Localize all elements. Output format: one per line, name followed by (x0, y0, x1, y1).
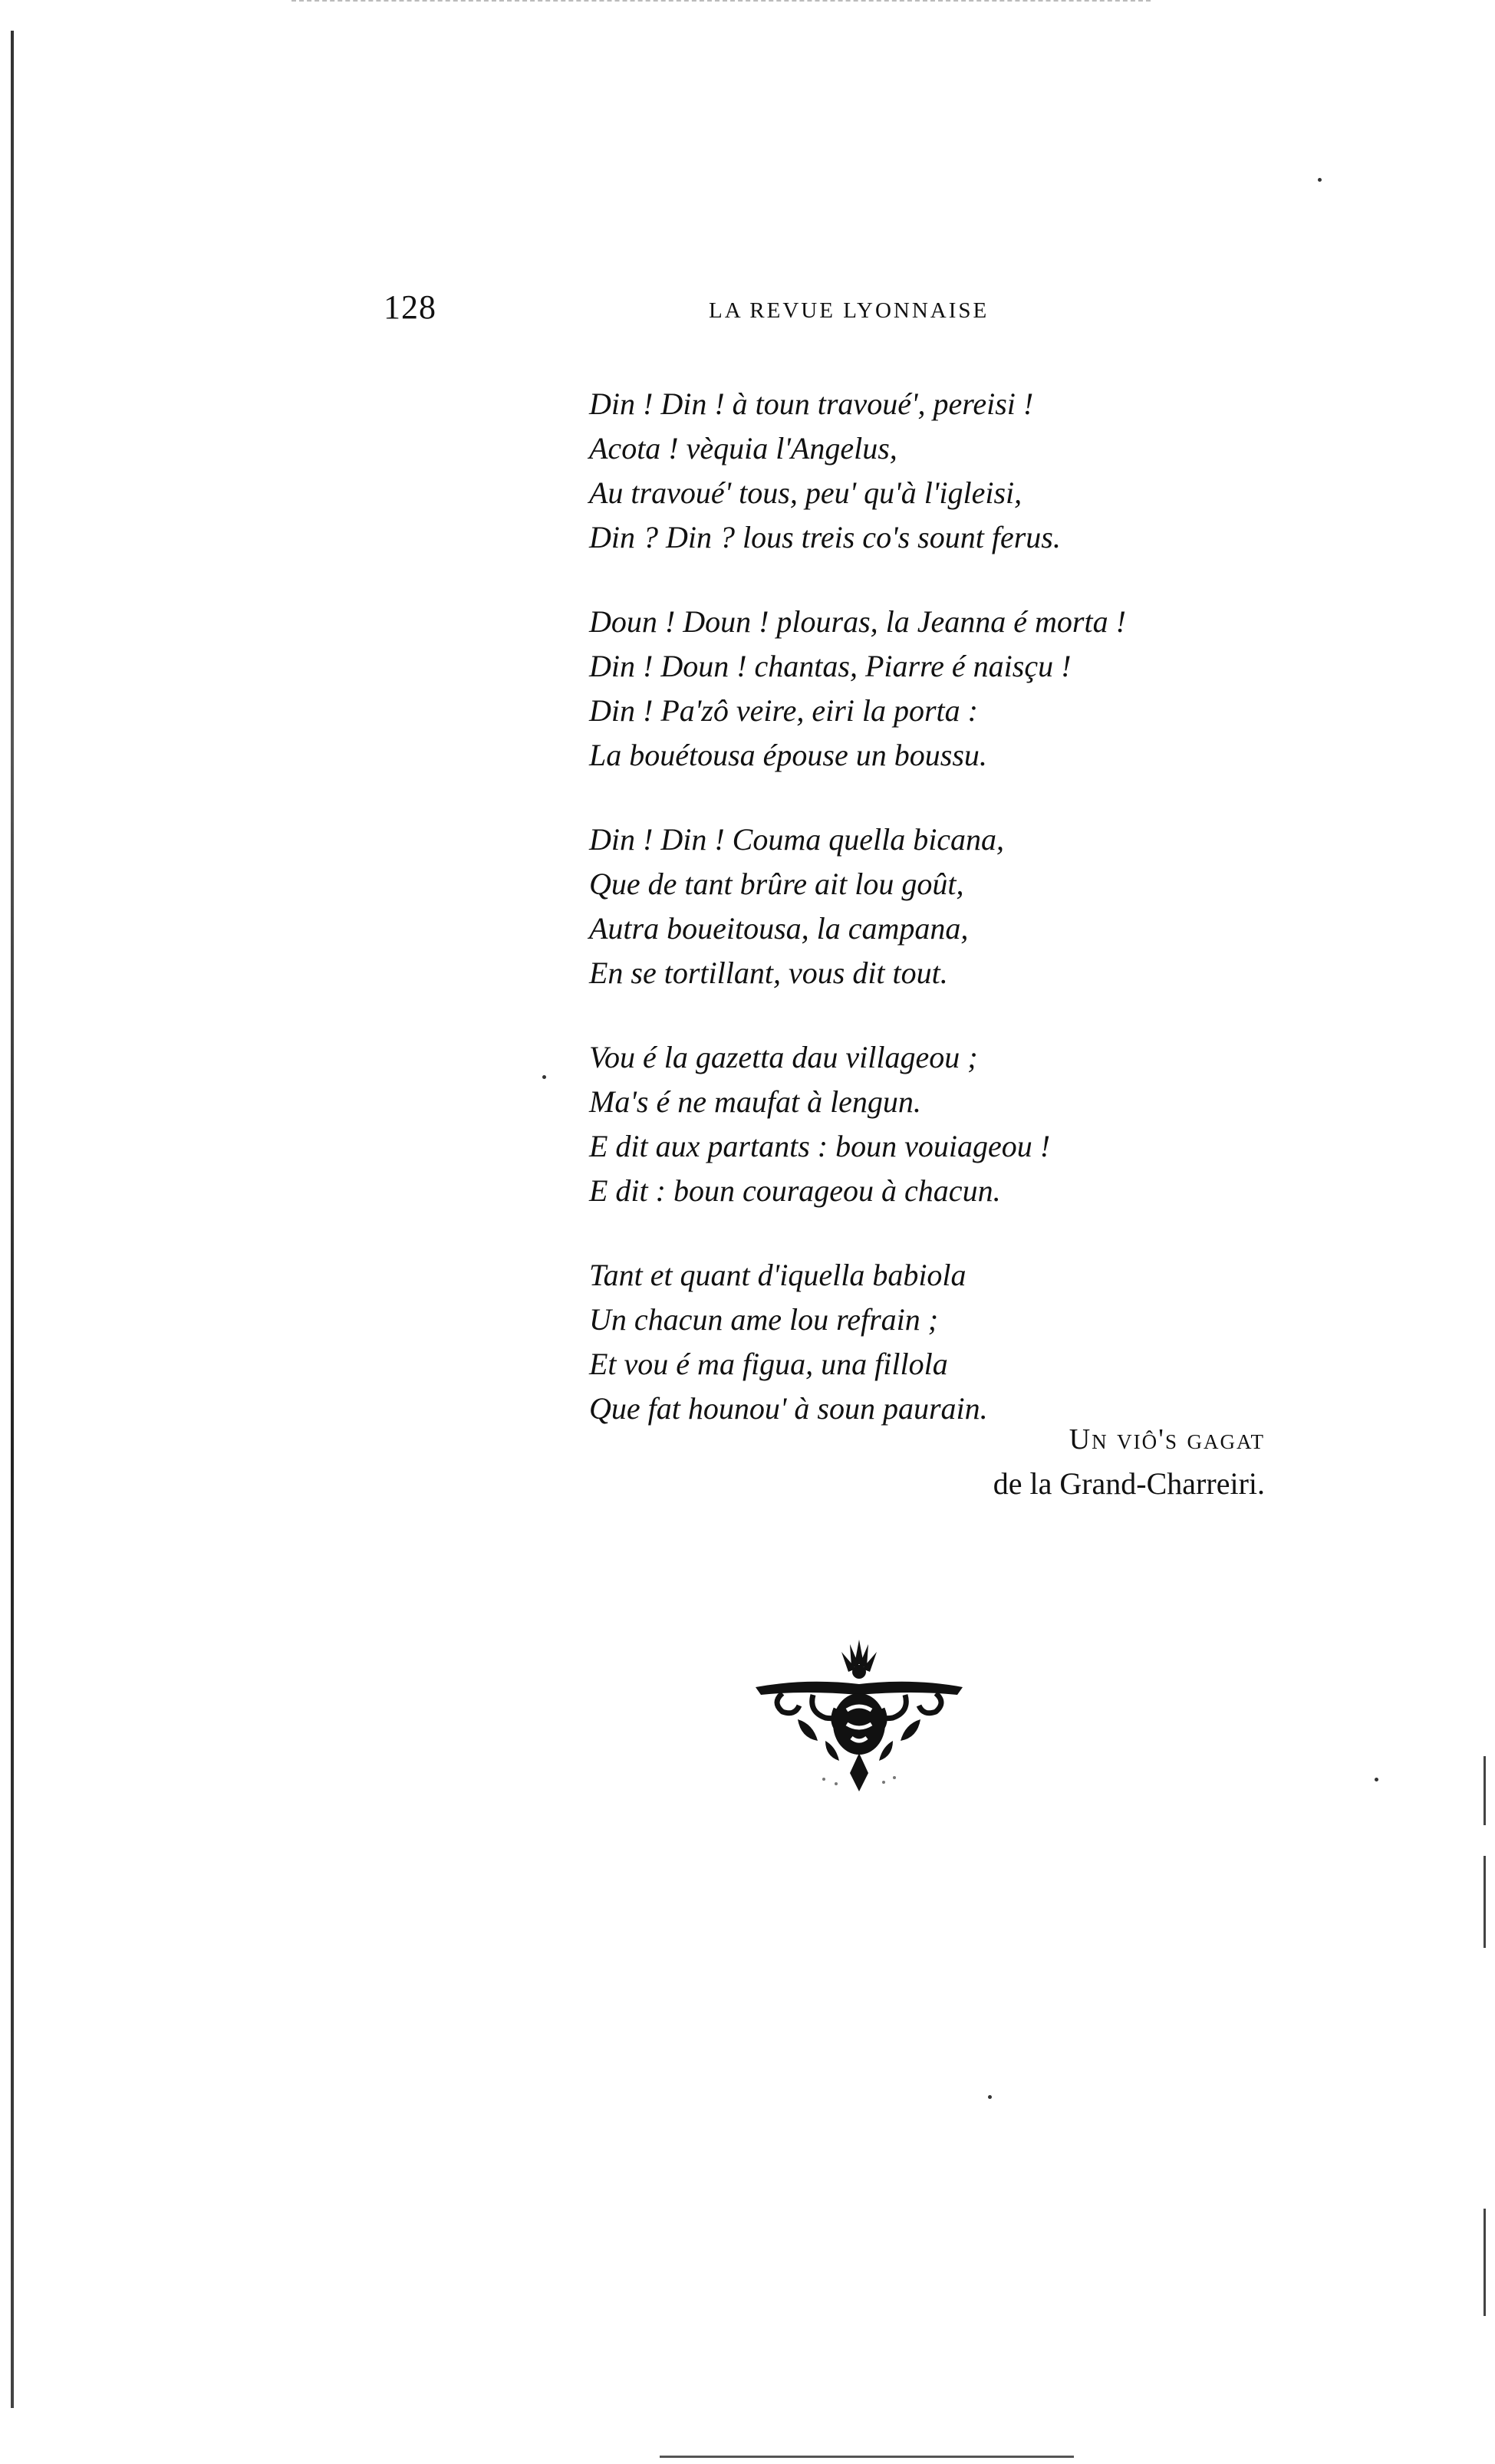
stanza (589, 382, 1218, 560)
stanza (589, 1253, 1218, 1431)
margin-rule (1483, 2209, 1486, 2316)
poem-line: Autra boueitousa, la campana, (589, 911, 969, 946)
poem-line: Que de tant brûre ait lou goût, (589, 867, 964, 901)
poem-line: Din ! Pa'zô veire, eiri la porta : (589, 693, 978, 728)
page-header (384, 288, 1266, 334)
poem-line: Tant et quant d'iquella babiola (589, 1258, 966, 1292)
poem-line: Din ! Din ! Couma quella bicana, (589, 822, 1005, 857)
stanza (589, 600, 1218, 778)
speck (1318, 178, 1322, 182)
poem-line: Un chacun ame lou refrain ; (589, 1302, 939, 1337)
top-scan-marks (291, 0, 1151, 6)
speck (988, 2095, 992, 2099)
poem-line: La bouétousa épouse un boussu. (589, 738, 987, 772)
poem-line: Ma's é ne maufat à lengun. (589, 1084, 921, 1119)
bottom-scan-marks (660, 2453, 1074, 2458)
author-place: de la Grand-Charreiri. (993, 1466, 1265, 1501)
running-title: LA REVUE LYONNAISE (709, 298, 990, 323)
author-name: Un viô's gagat (1069, 1423, 1265, 1456)
poem-line: Au travoué' tous, peu' qu'à l'igleisi, (589, 475, 1022, 510)
poem-line: Doun ! Doun ! plouras, la Jeanna é morta ! (589, 604, 1126, 639)
page-number: 128 (384, 288, 436, 326)
poem-line: Vou é la gazetta dau villageou ; (589, 1040, 978, 1074)
speck (1375, 1778, 1378, 1781)
poem-line: Et vou é ma figua, una fillola (589, 1347, 948, 1381)
poem-line: Acota ! vèquia l'Angelus, (589, 431, 897, 465)
page-edge-shadow (11, 31, 14, 2408)
poem (589, 382, 1218, 1471)
poem-line: E dit aux partants : boun vouiageou ! (589, 1129, 1051, 1163)
signature (993, 1417, 1265, 1506)
margin-rule (1483, 1756, 1486, 1825)
poem-line: Din ? Din ? lous treis co's sount ferus. (589, 520, 1061, 554)
poem-line: Que fat hounou' à soun paurain. (589, 1391, 988, 1426)
margin-rule (1483, 1856, 1486, 1948)
stanza (589, 1035, 1218, 1213)
poem-line: Din ! Din ! à toun travoué', pereisi ! (589, 387, 1034, 421)
poem-line: En se tortillant, vous dit tout. (589, 956, 948, 990)
stanza (589, 817, 1218, 995)
poem-line: E dit : boun courageou à chacun. (589, 1173, 1001, 1208)
fleuron-ornament-icon (752, 1633, 966, 1795)
poem-line: Din ! Doun ! chantas, Piarre é naisçu ! (589, 649, 1072, 683)
speck (542, 1075, 546, 1079)
